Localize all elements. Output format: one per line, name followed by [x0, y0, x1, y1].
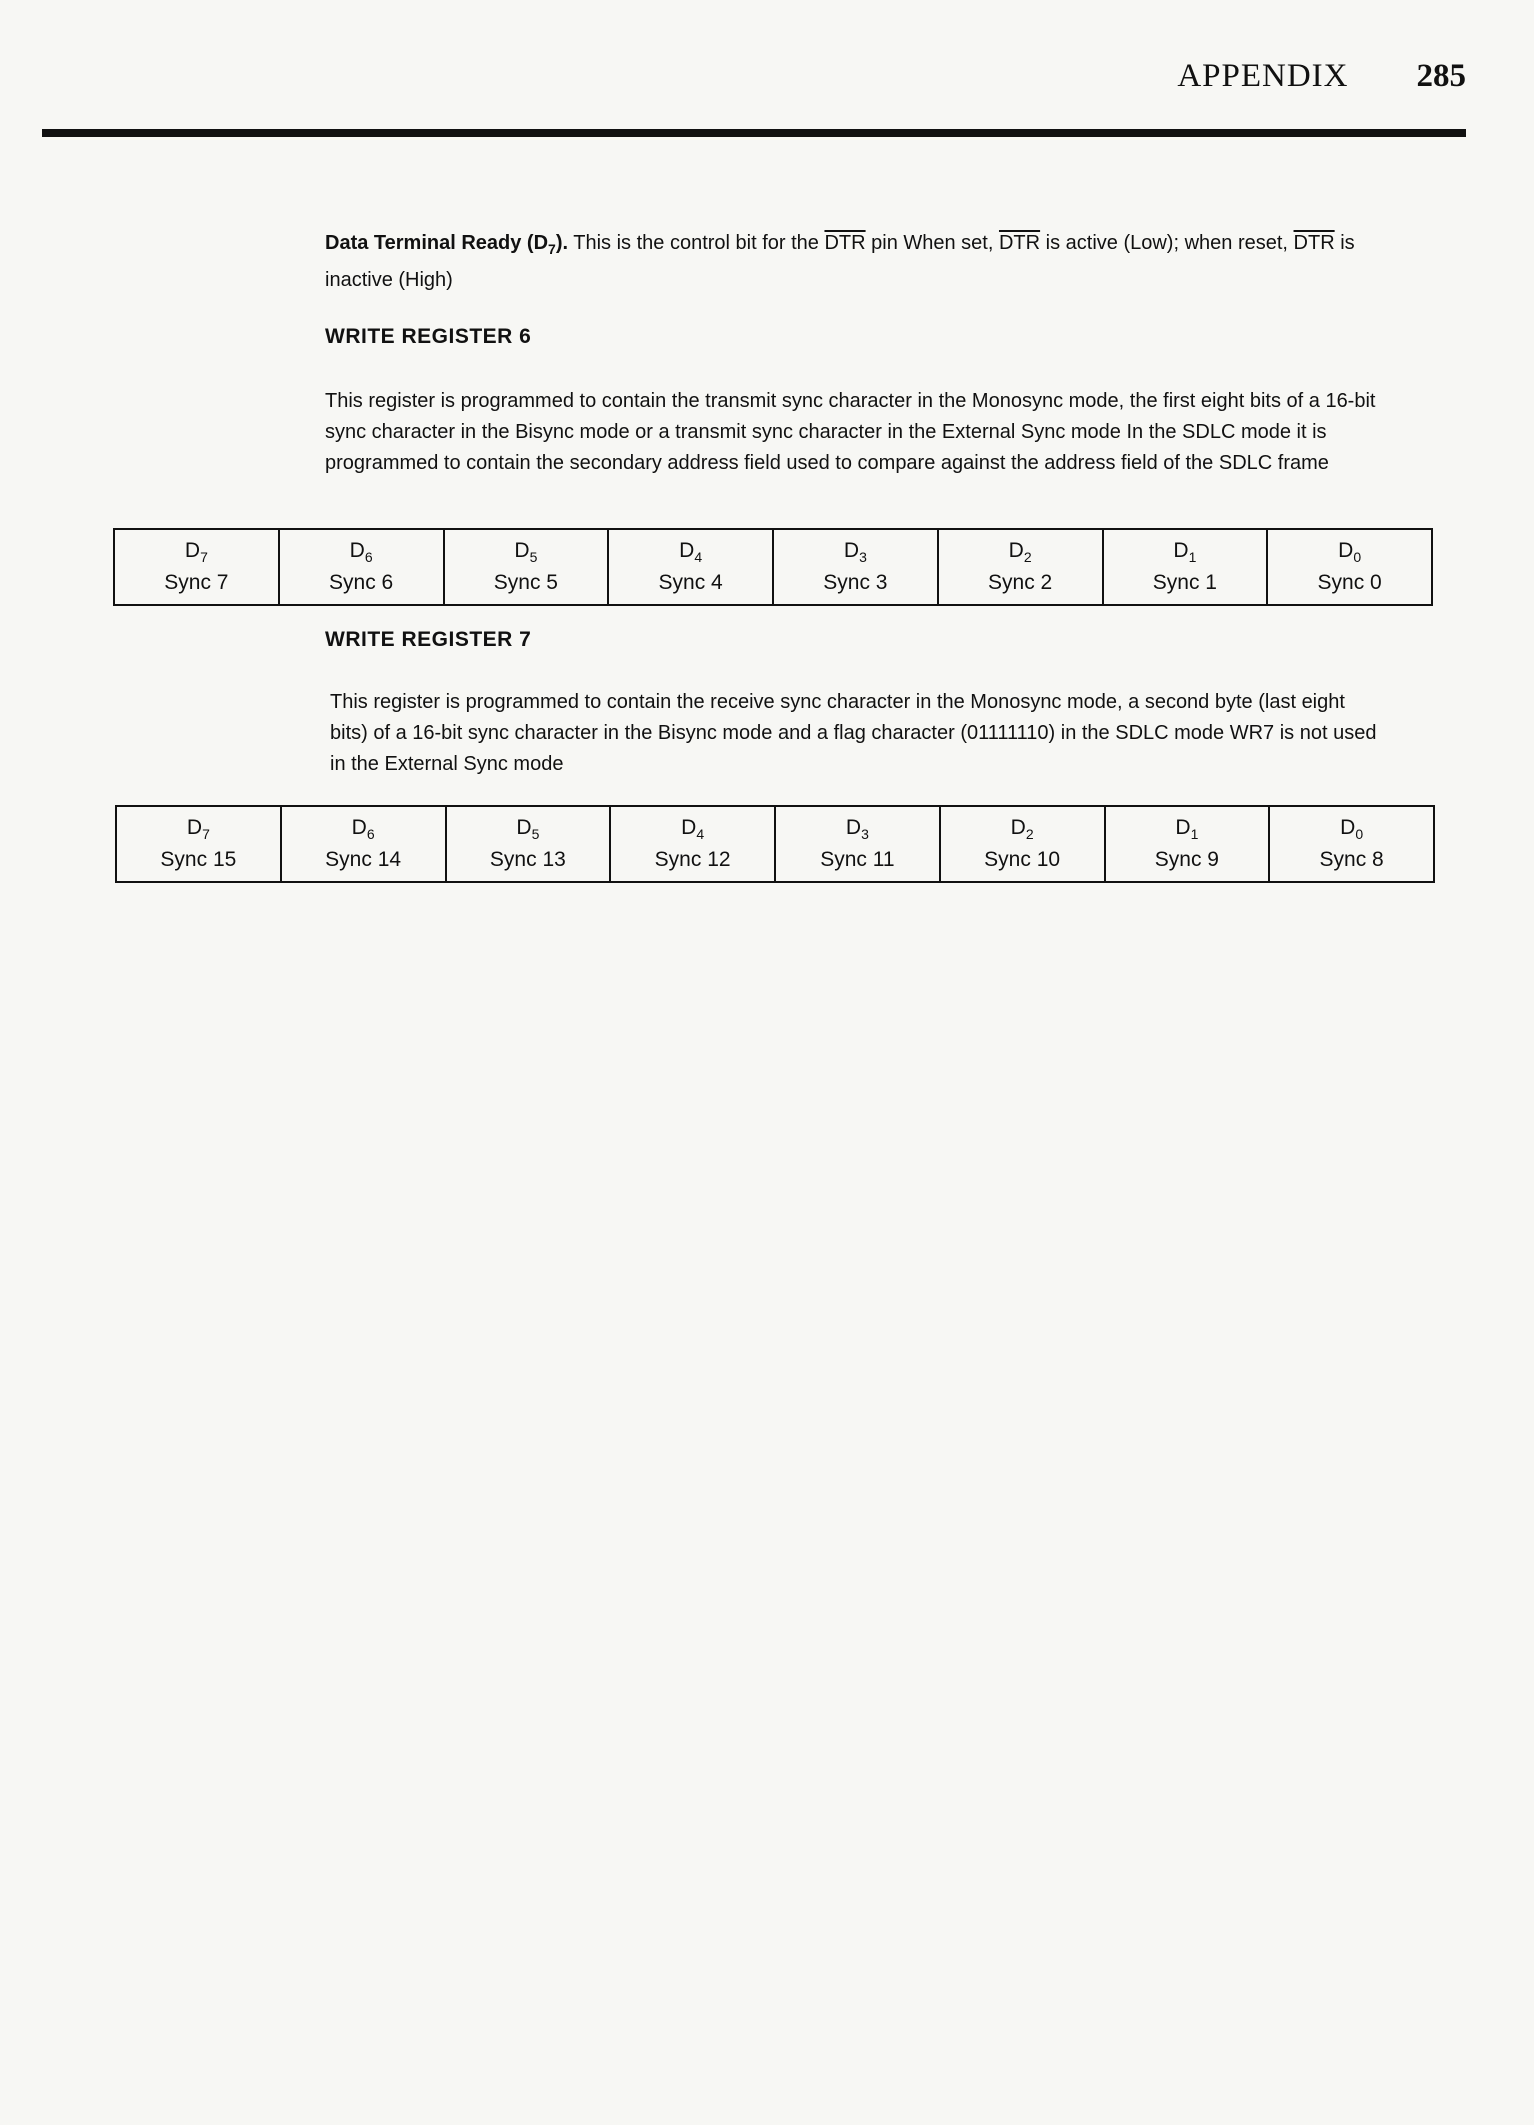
bit-position: $D_7$: [186, 815, 210, 843]
bit-position: $D_0$: [1340, 815, 1364, 843]
bit-position: $D_2$: [1008, 538, 1032, 566]
bit-cell: [1105, 806, 1270, 882]
bit-cell: [938, 529, 1103, 605]
bit-cell: [281, 806, 446, 882]
dtr-signal: $\overline{DTR}$: [824, 232, 866, 254]
bit-label: Sync 11: [820, 848, 895, 872]
bit-label: Sync 4: [658, 571, 723, 595]
bit-position: $D_4$: [679, 538, 703, 566]
bit-label: Sync 8: [1319, 848, 1384, 872]
bit-cell: [610, 806, 775, 882]
bit-label: Sync 7: [164, 571, 229, 595]
wr6-bit-table: [113, 528, 1433, 606]
dtr-paragraph: Data Terminal Ready $(D_7)$. This is the control bit for the $\overline{DTR}$ pin When set, $\overline{DTR}$ is active (Low); when reset, $\overline{DTR}$ is inactive (High): [325, 232, 1355, 291]
bit-label: Sync 6: [329, 571, 394, 595]
wr7-body: This register is programmed to contain the receive sync character in the Monosync mode, a second byte (last eight bits) of a 16-bit sync character in the Bisync mode and a flag character (01111110) in the SDLC mode WR7 is not used in the External Sync mode: [330, 691, 1377, 775]
bit-position: $D_1$: [1175, 815, 1199, 843]
page-number: 285: [1416, 58, 1466, 94]
wr7-heading: WRITE REGISTER 7: [325, 628, 532, 651]
bit-position: $D_5$: [516, 815, 540, 843]
bit-cell: [444, 529, 609, 605]
bit-label: Sync 1: [1152, 571, 1217, 595]
bit-cell: [116, 806, 281, 882]
bit-position: $D_6$: [351, 815, 375, 843]
bit-position: $D_5$: [514, 538, 538, 566]
bit-position: $D_3$: [845, 815, 869, 843]
bit-position: $D_2$: [1010, 815, 1034, 843]
section-title: APPENDIX: [1177, 58, 1349, 94]
wr6-heading: WRITE REGISTER 6: [325, 325, 532, 348]
bit-label: Sync 15: [160, 848, 237, 872]
bit-label: Sync 10: [984, 848, 1061, 872]
bit-label: Sync 14: [325, 848, 402, 872]
bit-cell: [773, 529, 938, 605]
bit-cell: [279, 529, 444, 605]
wr7-bit-table: [115, 805, 1435, 883]
bit-cell: [446, 806, 611, 882]
running-head: [1177, 58, 1466, 95]
bit-label: Sync 3: [823, 571, 888, 595]
header-rule: [42, 129, 1466, 137]
bit-cell: [608, 529, 773, 605]
bit-label: Sync 5: [493, 571, 558, 595]
dtr-term: Data Terminal Ready $(D_7)$.: [325, 232, 569, 257]
wr6-bit-row: [114, 529, 1432, 605]
bit-label: Sync 9: [1154, 848, 1219, 872]
bit-position: $D_1$: [1173, 538, 1197, 566]
bit-position: $D_7$: [184, 538, 208, 566]
bit-cell: [1267, 529, 1432, 605]
bit-cell: [1269, 806, 1434, 882]
bit-position: $D_3$: [843, 538, 867, 566]
dtr-signal: $\overline{DTR}$: [1293, 232, 1335, 254]
bit-position: $D_0$: [1338, 538, 1362, 566]
bit-position: $D_4$: [681, 815, 705, 843]
bit-position: $D_6$: [349, 538, 373, 566]
bit-label: Sync 0: [1317, 571, 1382, 595]
bit-label: Sync 2: [988, 571, 1053, 595]
wr7-bit-row: [116, 806, 1434, 882]
bit-cell: [940, 806, 1105, 882]
bit-cell: [1103, 529, 1268, 605]
dtr-signal: $\overline{DTR}$: [998, 232, 1041, 254]
bit-cell: [114, 529, 279, 605]
bit-cell: [775, 806, 940, 882]
bit-label: Sync 13: [489, 848, 566, 872]
wr6-body: This register is programmed to contain the transmit sync character in the Monosync mode, the first eight bits of a 16-bit sync character in the Bisync mode or a transmit sync character in the External Sync mode In the SDLC mode it is programmed to contain the secondary address field used to compare against the address field of the SDLC frame: [325, 390, 1376, 474]
bit-label: Sync 12: [654, 848, 731, 872]
